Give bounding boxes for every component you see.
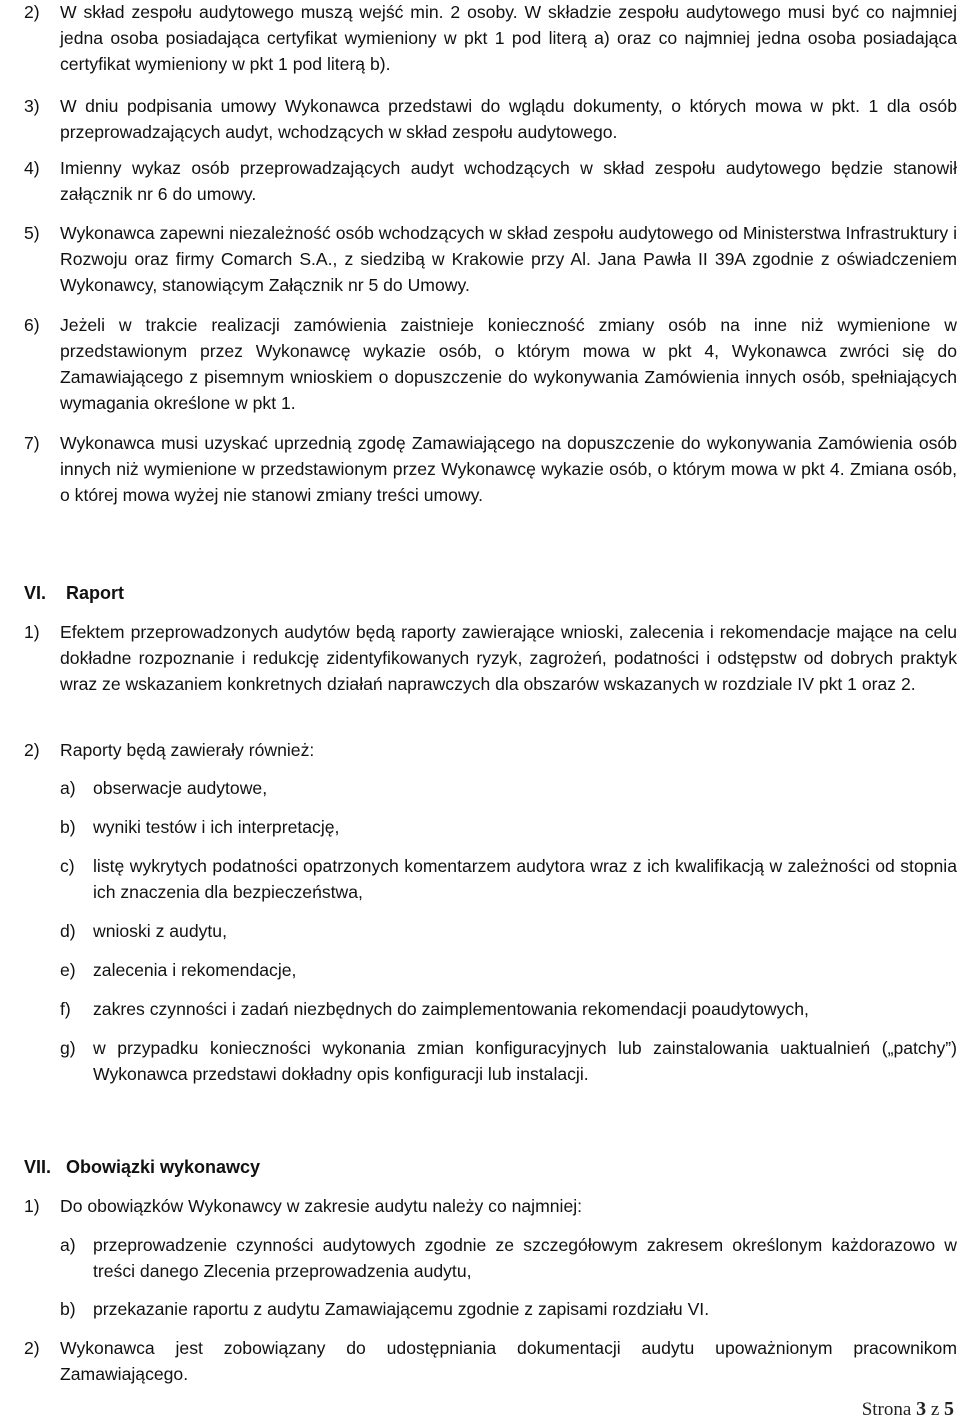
sub-item-text: zalecenia i rekomendacje, [93,960,297,980]
section-title: Obowiązki wykonawcy [66,1157,261,1177]
item-number: 2) [24,740,40,760]
item-number: 7) [24,433,40,453]
list-item [24,619,957,697]
sub-list-item [60,775,957,801]
section-heading-raport [24,580,124,606]
item-number: 6) [24,315,40,335]
item-text: Wykonawca musi uzyskać uprzednią zgodę Zamawiającego na dopuszczenie do wykonywania Zamówienia osób innych niż wymienione w przedstawionym przez Wykonawcę wykazie osób, o którym mowa w pkt 4. Zmiana osób, o której mowa wyżej nie stanowi zmiany treści umowy. [60,433,957,505]
sub-item-letter: f) [60,999,71,1019]
item-text: Imienny wykaz osób przeprowadzających audyt wchodzących w skład zespołu audytowego będzie stanowił załącznik nr 6 do umowy. [60,158,957,204]
item-text: Raporty będą zawierały również: [60,740,315,760]
item-number: 3) [24,96,40,116]
sub-item-text: listę wykrytych podatności opatrzonych komentarzem audytora wraz z ich kwalifikacją w zależności od stopnia ich znaczenia dla bezpieczeństwa, [93,856,957,902]
sub-item-text: obserwacje audytowe, [93,778,268,798]
item-text: Do obowiązków Wykonawcy w zakresie audytu należy co najmniej: [60,1196,583,1216]
section-heading-obowiazki [24,1154,260,1180]
item-number: 2) [24,1338,40,1358]
section-number: VI. [24,583,47,603]
item-text: Efektem przeprowadzonych audytów będą raporty zawierające wnioski, zalecenia i rekomendacje mające na celu dokładne rozpoznanie i redukcję zidentyfikowanych ryzyk, zagrożeń, podatności i odstępstw od dobrych praktyk wraz ze wskazaniem konkretnych działań naprawczych dla obszarów wskazanych w rozdziale IV pkt 1 oraz 2. [60,622,957,694]
list-item [24,220,957,298]
section-title: Raport [66,583,124,603]
sub-item-text: przekazanie raportu z audytu Zamawiającemu zgodnie z zapisami rozdziału VI. [93,1299,710,1319]
sub-item-text: wnioski z audytu, [93,921,227,941]
total-pages: 5 [944,1398,954,1420]
sub-item-text: przeprowadzenie czynności audytowych zgodnie ze szczegółowym zakresem określonym każdorazowo w treści danego Zlecenia przeprowadzenia audytu, [93,1235,957,1281]
sub-item-letter: e) [60,960,76,980]
list-item [24,1193,957,1219]
sub-item-letter: c) [60,856,75,876]
list-item [24,93,957,145]
list-item [24,312,957,416]
sub-item-letter: g) [60,1038,76,1058]
item-number: 2) [24,2,40,22]
sub-item-letter: b) [60,1299,76,1319]
item-text: Wykonawca zapewni niezależność osób wchodzących w skład zespołu audytowego od Ministerstwa Infrastruktury i Rozwoju oraz firmy Comarch S.A., z siedzibą w Krakowie przy Al. Jana Pawła II 39A zgodnie z oświadczeniem Wykonawcy, stanowiącym Załącznik nr 5 do Umowy. [60,223,957,295]
list-item [24,155,957,207]
sub-item-letter: a) [60,778,76,798]
sub-item-text: wyniki testów i ich interpretację, [93,817,340,837]
sub-item-text: zakres czynności i zadań niezbędnych do zaimplementowania rekomendacji poaudytowych, [93,999,809,1019]
page-separator: z [930,1399,940,1420]
sub-list-item [60,957,957,983]
current-page: 3 [916,1398,927,1420]
sub-list-item [60,1035,957,1087]
item-number: 1) [24,622,40,642]
sub-item-letter: a) [60,1235,76,1255]
item-number: 1) [24,1196,40,1216]
item-number: 5) [24,223,40,243]
sub-item-letter: d) [60,921,76,941]
sub-list-item [60,918,957,944]
item-number: 4) [24,158,40,178]
item-text: W skład zespołu audytowego muszą wejść min. 2 osoby. W składzie zespołu audytowego musi być co najmniej jedna osoba posiadająca certyfikat wymieniony w pkt 1 pod literą a) oraz co najmniej jedna osoba posiadająca certyfikat wymieniony w pkt 1 pod literą b). [60,2,957,74]
sub-item-letter: b) [60,817,76,837]
item-text: Jeżeli w trakcie realizacji zamówienia zaistnieje konieczność zmiany osób na inne niż wymienione w przedstawionym przez Wykonawcę wykazie osób, o którym mowa w pkt 4, Wykonawca zwróci się do Zamawiającego z pisemnym wnioskiem o dopuszczenie do wykonywania Zamówienia innych osób, spełniających wymagania określone w pkt 1. [60,315,957,413]
item-text: W dniu podpisania umowy Wykonawca przedstawi do wglądu dokumenty, o których mowa w pkt. 1 dla osób przeprowadzających audyt, wchodzących w skład zespołu audytowego. [60,96,957,142]
sub-list-item [60,814,957,840]
sub-item-text: w przypadku konieczności wykonania zmian konfiguracyjnych lub zainstalowania uaktualnień („patchy”) Wykonawca przedstawi dokładny opis konfiguracji lub instalacji. [93,1038,957,1084]
list-item [24,737,957,763]
list-item [24,0,957,77]
page-label: Strona [861,1399,912,1420]
sub-list-item [60,853,957,905]
sub-list-item [60,1232,957,1284]
page-number-footer [862,1398,954,1421]
list-item [24,430,957,508]
section-number: VII. [24,1157,52,1177]
item-text: Wykonawca jest zobowiązany do udostępniania dokumentacji audytu upoważnionym pracownikom Zamawiającego. [60,1338,957,1384]
sub-list-item [60,1296,957,1322]
sub-list-item [60,996,957,1022]
list-item [24,1335,957,1387]
